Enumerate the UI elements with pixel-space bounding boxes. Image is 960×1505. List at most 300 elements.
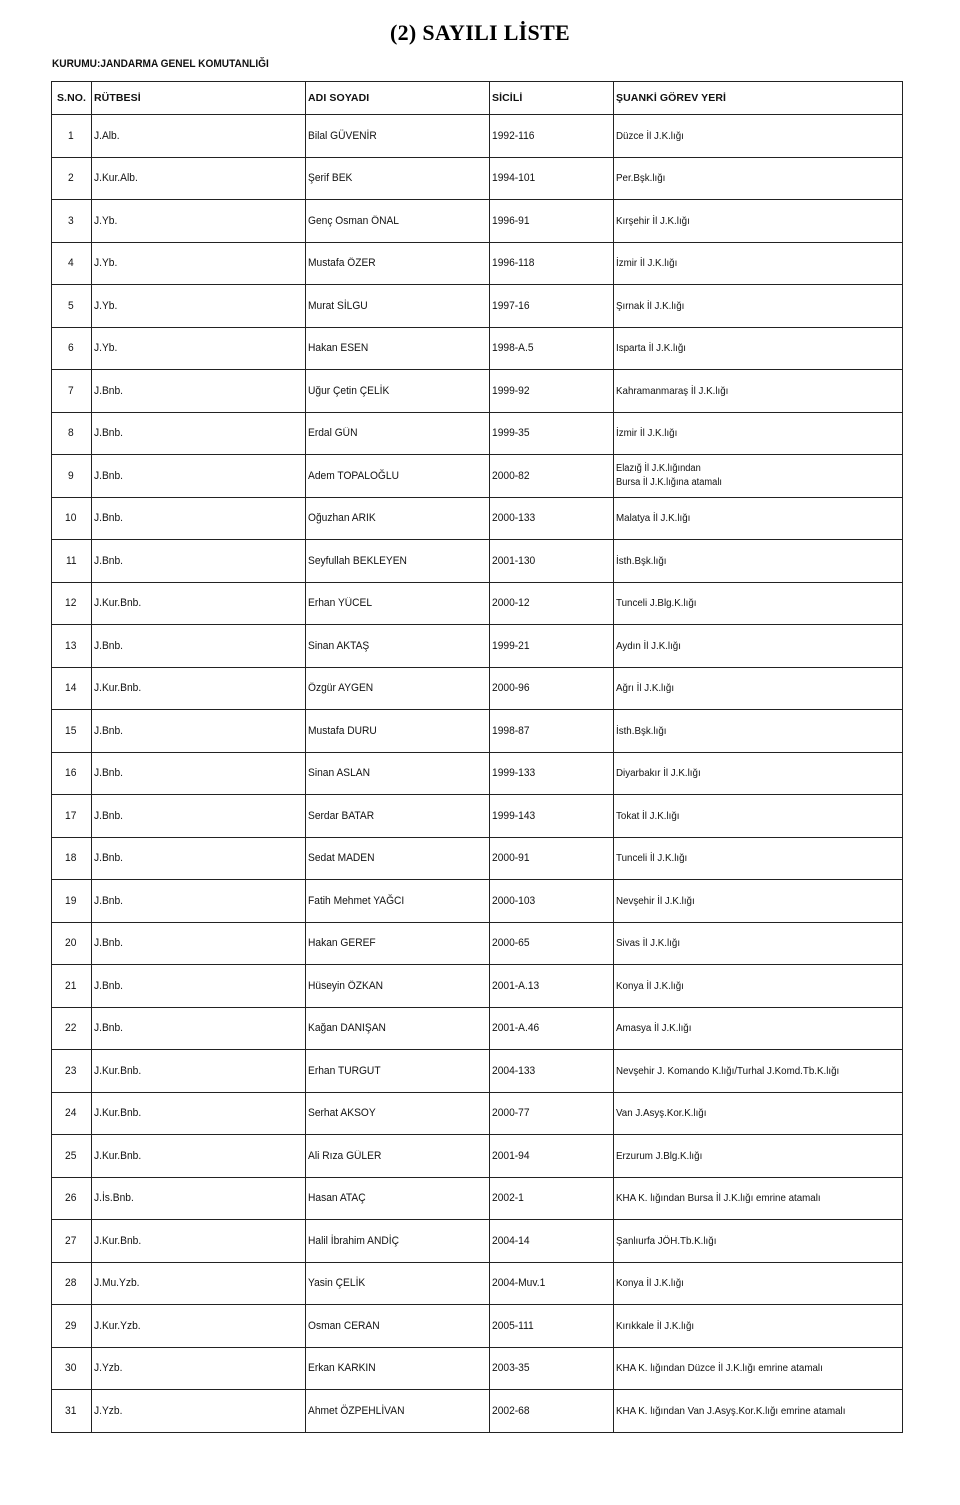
registry-cell [490,540,614,583]
registry-cell [490,1262,614,1305]
rank-text: J.Kur.Bnb. [94,1149,142,1162]
row-number-cell [52,1050,92,1093]
table-row [52,667,903,710]
registry-cell [490,1220,614,1263]
registry-cell [490,1007,614,1050]
rank-cell [92,157,306,200]
rank-text: J.Mu.Yzb. [94,1277,140,1290]
full-name-cell [306,1050,490,1093]
registry-text: 2004-Muv.1 [492,1277,546,1290]
rank-cell [92,1305,306,1348]
full-name-text: Halil İbrahim ANDİÇ [308,1234,399,1247]
row-number-text: 24 [65,1107,77,1120]
full-name-text: Osman CERAN [308,1319,380,1332]
full-name-cell [306,1262,490,1305]
rank-cell [92,497,306,540]
row-number-text: 11 [65,554,77,567]
registry-text: 2001-94 [492,1149,530,1162]
registry-cell [490,115,614,158]
row-number-cell [52,455,92,498]
full-name-cell [306,285,490,328]
row-number-text: 20 [65,937,77,950]
rank-cell [92,1177,306,1220]
current-post-text [616,462,722,490]
row-number-cell [52,370,92,413]
registry-cell [490,582,614,625]
registry-text: 2001-A.46 [492,1022,540,1035]
full-name-text: Murat SİLGU [308,299,368,312]
registry-text: 2004-133 [492,1064,536,1077]
table-row [52,880,903,923]
table-row [52,1135,903,1178]
current-post-cell [614,667,903,710]
full-name-cell [306,1390,490,1433]
current-post-text [616,300,684,312]
full-name-text: Erdal GÜN [308,427,358,440]
registry-text: 2000-77 [492,1107,530,1120]
current-post-text [616,215,690,227]
full-name-cell [306,922,490,965]
current-post-cell [614,582,903,625]
registry-text: 2003-35 [492,1362,530,1375]
current-post-cell [614,540,903,583]
current-post-text [616,895,695,907]
current-post-line: Bursa İl J.K.lığına atamalı [616,476,722,488]
rank-text: J.Kur.Yzb. [94,1319,141,1332]
full-name-text: Sinan AKTAŞ [308,639,370,652]
full-name-cell [306,1347,490,1390]
row-number-text: 10 [65,512,77,525]
rank-text: J.Kur.Bnb. [94,1107,142,1120]
row-number-cell [52,285,92,328]
rank-cell [92,795,306,838]
row-number-text: 16 [65,767,77,780]
row-number-cell [52,1347,92,1390]
rank-text: J.İs.Bnb. [94,1192,134,1205]
row-number-text: 31 [65,1404,77,1417]
rank-text: J.Kur.Bnb. [94,682,142,695]
current-post-text [616,1107,706,1119]
row-number-text: 4 [68,257,75,270]
registry-cell [490,242,614,285]
current-post-text [616,427,677,439]
registry-text: 2004-14 [492,1234,530,1247]
full-name-text: Mustafa DURU [308,724,377,737]
current-post-cell [614,115,903,158]
full-name-cell [306,115,490,158]
rank-text: J.Kur.Bnb. [94,1234,142,1247]
current-post-cell [614,922,903,965]
full-name-cell [306,412,490,455]
current-post-text [616,980,684,992]
current-post-line: İsth.Bşk.lığı [616,724,667,737]
current-post-cell [614,1177,903,1220]
row-number-cell [52,1007,92,1050]
table-row [52,1050,903,1093]
registry-text: 1998-87 [492,724,530,737]
row-number-cell [52,1390,92,1433]
current-post-text [616,1150,702,1162]
full-name-text: Erhan TURGUT [308,1064,381,1077]
registry-text: 1994-101 [492,172,536,185]
current-post-cell [614,455,903,498]
row-number-text: 28 [65,1277,77,1290]
rank-text: J.Bnb. [94,724,124,737]
current-post-cell [614,1092,903,1135]
full-name-text: Uğur Çetin ÇELİK [308,384,390,397]
rank-text: J.Yb. [94,214,118,227]
row-number-text: 8 [68,427,75,440]
rank-text: J.Yzb. [94,1404,123,1417]
full-name-cell [306,242,490,285]
table-row [52,455,903,498]
registry-text: 2005-111 [492,1319,534,1332]
current-post-cell [614,285,903,328]
full-name-cell [306,1007,490,1050]
current-post-cell [614,1305,903,1348]
full-name-text: Hüseyin ÖZKAN [308,979,384,992]
current-post-line: Kahramanmaraş İl J.K.lığı [616,384,729,397]
row-number-text: 27 [65,1234,77,1247]
current-post-text [616,172,665,184]
table-row [52,922,903,965]
registry-cell [490,157,614,200]
current-post-text [616,1320,694,1332]
current-post-cell [614,837,903,880]
current-post-cell [614,497,903,540]
rank-cell [92,540,306,583]
row-number-text: 9 [68,469,75,482]
full-name-text: Ahmet ÖZPEHLİVAN [308,1404,405,1417]
registry-text: 1999-133 [492,767,536,780]
rank-cell [92,200,306,243]
registry-cell [490,285,614,328]
row-number-text: 23 [65,1064,77,1077]
rank-cell [92,667,306,710]
rank-cell [92,837,306,880]
current-post-cell [614,242,903,285]
row-number-cell [52,412,92,455]
rank-text: J.Bnb. [94,809,124,822]
row-number-cell [52,880,92,923]
current-post-cell [614,157,903,200]
current-post-cell [614,1050,903,1093]
registry-text: 2000-133 [492,512,536,525]
current-post-line: Elazığ İl J.K.lığından [616,462,701,474]
current-post-line: İsth.Bşk.lığı [616,554,667,567]
rank-text: J.Bnb. [94,427,124,440]
full-name-text: Özgür AYGEN [308,682,374,695]
header-registry: SİCİLİ [490,82,614,115]
registry-cell [490,200,614,243]
registry-cell [490,965,614,1008]
rank-cell [92,880,306,923]
rank-cell [92,1007,306,1050]
rank-text: J.Bnb. [94,767,124,780]
current-post-line: Şanlıurfa JÖH.Tb.K.lığı [616,1234,717,1247]
row-number-text: 29 [65,1319,77,1332]
full-name-cell [306,667,490,710]
table-row [52,1305,903,1348]
current-post-line: Erzurum J.Blg.K.lığı [616,1149,703,1162]
full-name-cell [306,752,490,795]
rank-cell [92,1262,306,1305]
table-row [52,710,903,753]
row-number-cell [52,837,92,880]
rank-cell [92,710,306,753]
row-number-text: 18 [65,852,77,865]
table-row [52,370,903,413]
row-number-text: 26 [65,1192,77,1205]
row-number-cell [52,667,92,710]
registry-cell [490,710,614,753]
row-number-text: 17 [65,809,77,822]
registry-text: 1999-21 [492,639,530,652]
current-post-text [616,1277,684,1289]
row-number-cell [52,200,92,243]
rank-cell [92,625,306,668]
document-title: (2) SAYILI LİSTE [389,20,571,45]
full-name-text: Erhan YÜCEL [308,597,373,610]
full-name-cell [306,880,490,923]
current-post-text [616,810,680,822]
table-row [52,625,903,668]
current-post-cell [614,1135,903,1178]
current-post-cell [614,412,903,455]
full-name-text: Serdar BATAR [308,809,375,822]
rank-cell [92,327,306,370]
row-number-cell [52,1305,92,1348]
current-post-line: Sivas İl J.K.lığı [616,937,681,950]
current-post-text [616,385,728,397]
current-post-line: KHA K. lığından Bursa İl J.K.lığı emrine atamalı [616,1192,821,1205]
rank-cell [92,1347,306,1390]
current-post-line: Nevşehir İl J.K.lığı [616,894,695,907]
rank-text: J.Bnb. [94,639,124,652]
row-number-cell [52,922,92,965]
table-row [52,412,903,455]
row-number-cell [52,327,92,370]
full-name-text: Adem TOPALOĞLU [308,469,399,482]
row-number-cell [52,497,92,540]
registry-cell [490,1347,614,1390]
table-row [52,795,903,838]
rank-cell [92,1135,306,1178]
full-name-cell [306,582,490,625]
full-name-text: Erkan KARKIN [308,1362,376,1375]
registry-text: 1998-A.5 [492,342,534,355]
current-post-text [616,682,674,694]
registry-text: 2002-1 [492,1192,524,1205]
rank-cell [92,370,306,413]
table-body [52,115,903,1433]
row-number-cell [52,1220,92,1263]
header-post: ŞUANKİ GÖREV YERİ [614,82,903,115]
rank-cell [92,965,306,1008]
full-name-text: Genç Osman ÖNAL [308,214,399,227]
row-number-cell [52,115,92,158]
rank-text: J.Bnb. [94,554,124,567]
full-name-text: Hasan ATAÇ [308,1192,366,1205]
full-name-text: Seyfullah BEKLEYEN [308,554,407,567]
current-post-cell [614,795,903,838]
current-post-line: Düzce İl J.K.lığı [616,129,684,142]
registry-cell [490,1050,614,1093]
rank-text: J.Alb. [94,129,120,142]
table-row [52,327,903,370]
rank-cell [92,115,306,158]
full-name-cell [306,1305,490,1348]
registry-text: 1992-116 [492,129,535,142]
row-number-cell [52,710,92,753]
registry-cell [490,1135,614,1178]
current-post-text [616,1235,716,1247]
row-number-text: 25 [65,1149,77,1162]
current-post-text [616,725,666,737]
current-post-line: Konya İl J.K.lığı [616,1277,684,1290]
full-name-cell [306,455,490,498]
row-number-text: 13 [65,639,77,652]
registry-text: 2000-12 [492,597,530,610]
table-row [52,1262,903,1305]
registry-text: 1996-91 [492,214,530,227]
current-post-line: Tunceli İl J.K.lığı [616,852,688,865]
current-post-line: KHA K. lığından Düzce İl J.K.lığı emrine atamalı [616,1362,823,1375]
table-row [52,837,903,880]
rank-cell [92,1390,306,1433]
row-number-cell [52,242,92,285]
rank-cell [92,285,306,328]
current-post-line: Malatya İl J.K.lığı [616,512,691,525]
row-number-cell [52,1135,92,1178]
row-number-text: 15 [65,724,77,737]
current-post-line: Kırıkkale İl J.K.lığı [616,1319,695,1332]
current-post-text [616,1405,845,1417]
current-post-line: Kırşehir İl J.K.lığı [616,214,690,227]
current-post-cell [614,710,903,753]
current-post-line: Isparta İl J.K.lığı [616,342,687,355]
row-number-cell [52,625,92,668]
full-name-cell [306,625,490,668]
full-name-text: Oğuzhan ARIK [308,512,376,525]
row-number-text: 12 [65,597,77,610]
full-name-text: Şerif BEK [308,172,353,185]
full-name-cell [306,965,490,1008]
registry-cell [490,370,614,413]
full-name-cell [306,1220,490,1263]
current-post-text [616,555,666,567]
registry-cell [490,1177,614,1220]
registry-text: 2001-A.13 [492,979,540,992]
table-row [52,1390,903,1433]
registry-text: 2000-96 [492,682,530,695]
rank-text: J.Kur.Bnb. [94,597,142,610]
full-name-text: Fatih Mehmet YAĞCI [308,894,405,907]
current-post-line: Tokat İl J.K.lığı [616,809,680,822]
full-name-cell [306,837,490,880]
rank-text: J.Bnb. [94,512,124,525]
current-post-line: Ağrı İl J.K.lığı [616,682,675,695]
table-row [52,115,903,158]
current-post-line: Van J.Asyş.Kor.K.lığı [616,1107,707,1120]
current-post-cell [614,370,903,413]
registry-cell [490,752,614,795]
current-post-line: Konya İl J.K.lığı [616,979,684,992]
table-row [52,965,903,1008]
personnel-table [51,81,903,1433]
current-post-line: İzmir İl J.K.lığı [616,257,678,270]
current-post-text [616,342,686,354]
table-row [52,1092,903,1135]
rank-cell [92,752,306,795]
full-name-text: Mustafa ÖZER [308,257,376,270]
rank-text: J.Yb. [94,257,118,270]
full-name-cell [306,497,490,540]
registry-text: 1999-92 [492,384,530,397]
current-post-cell [614,200,903,243]
row-number-text: 6 [68,342,75,355]
registry-text: 2001-130 [492,554,536,567]
registry-text: 1996-118 [492,257,535,270]
table-row [52,540,903,583]
current-post-line: Tunceli J.Blg.K.lığı [616,597,697,610]
full-name-text: Sinan ASLAN [308,767,370,780]
rank-cell [92,1092,306,1135]
table-row [52,157,903,200]
current-post-text [616,130,684,142]
full-name-text: Hakan GEREF [308,937,376,950]
row-number-cell [52,752,92,795]
registry-cell [490,837,614,880]
current-post-text [616,767,701,779]
row-number-text: 14 [65,682,77,695]
current-post-text [616,512,690,524]
institution-label: KURUMU:JANDARMA GENEL KOMUTANLIĞI [52,58,269,70]
table-row [52,752,903,795]
table-row [52,1347,903,1390]
full-name-text: Bilal GÜVENİR [308,129,377,142]
rank-cell [92,242,306,285]
current-post-text [616,1192,821,1204]
current-post-line: Per.Bşk.lığı [616,172,666,185]
registry-text: 2000-65 [492,937,530,950]
table-row [52,200,903,243]
current-post-line: Aydın İl J.K.lığı [616,639,681,652]
current-post-text [616,1065,839,1077]
table-row [52,242,903,285]
rank-cell [92,1050,306,1093]
current-post-cell [614,1347,903,1390]
row-number-cell [52,965,92,1008]
current-post-cell [614,1007,903,1050]
full-name-cell [306,1135,490,1178]
current-post-text [616,1362,823,1374]
current-post-line: Amasya İl J.K.lığı [616,1022,692,1035]
rank-cell [92,1220,306,1263]
rank-text: J.Kur.Alb. [94,172,138,185]
row-number-text: 1 [68,129,75,142]
rank-text: J.Bnb. [94,979,124,992]
rank-text: J.Yzb. [94,1362,123,1375]
current-post-text [616,852,687,864]
current-post-cell [614,625,903,668]
row-number-text: 7 [68,384,75,397]
header-name: ADI SOYADI [306,82,490,115]
current-post-line: KHA K. lığından Van J.Asyş.Kor.K.lığı emrine atamalı [616,1404,846,1417]
rank-cell [92,455,306,498]
rank-text: J.Bnb. [94,852,124,865]
registry-text: 1999-35 [492,427,530,440]
